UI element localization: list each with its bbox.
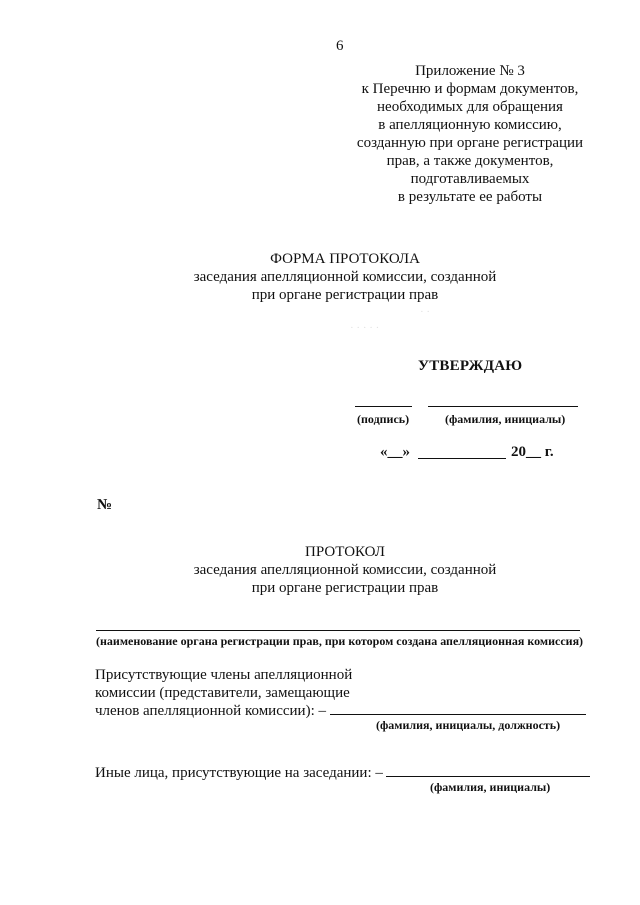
appendix-line: созданную при органе регистрации: [356, 135, 584, 151]
members-caption: (фамилия, инициалы, должность): [376, 718, 561, 732]
members-label-line: Присутствующие члены апелляционной: [95, 667, 353, 683]
appendix-line: к Перечню и формам документов,: [361, 81, 579, 97]
name-caption: (фамилия, инициалы): [445, 412, 566, 426]
form-title-heading: ФОРМА ПРОТОКОЛА: [270, 251, 420, 267]
form-title-line: заседания апелляционной комиссии, созданной: [193, 269, 497, 285]
appendix-line: подготавливаемых: [410, 171, 530, 187]
approval-date-year: 20__ г.: [511, 444, 554, 460]
appendix-line: прав, а также документов,: [386, 153, 554, 169]
others-caption: (фамилия, инициалы): [430, 780, 551, 794]
form-title: [150, 250, 540, 304]
members-label-line: членов апелляционной комиссии): –: [95, 703, 326, 719]
appendix-line: в апелляционную комиссию,: [378, 117, 562, 133]
appendix-line: необходимых для обращения: [377, 99, 563, 115]
members-label-line: комиссии (представители, замещающие: [95, 685, 350, 701]
appendix-line: Приложение № 3: [415, 63, 525, 79]
bleed-through-artifact: · · · · ·: [350, 322, 380, 334]
signature-caption: (подпись): [357, 412, 410, 426]
others-fill-line: [386, 776, 590, 777]
protocol-title-line: заседания апелляционной комиссии, созданной: [193, 562, 497, 578]
protocol-title-line: при органе регистрации прав: [251, 580, 439, 596]
bleed-through-artifact: · ·: [420, 306, 431, 318]
others-label: Иные лица, присутствующие на заседании: –: [95, 765, 383, 781]
page-number: 6: [336, 38, 344, 54]
protocol-heading: ПРОТОКОЛ: [305, 544, 385, 560]
signature-line: [355, 406, 412, 407]
approval-date-day: «__»: [380, 444, 410, 460]
organization-line: [96, 630, 580, 631]
protocol-title: [150, 543, 540, 597]
appendix-line: в результате ее работы: [397, 189, 543, 205]
organization-caption: (наименование органа регистрации прав, при котором создана апелляционная комиссия): [96, 634, 584, 648]
members-fill-line: [330, 714, 586, 715]
appendix-header: [340, 62, 600, 206]
form-title-line: при органе регистрации прав: [251, 287, 439, 303]
approval-label: УТВЕРЖДАЮ: [418, 358, 523, 374]
name-line: [428, 406, 578, 407]
date-month-line: [418, 458, 506, 459]
protocol-number-label: №: [97, 497, 113, 513]
